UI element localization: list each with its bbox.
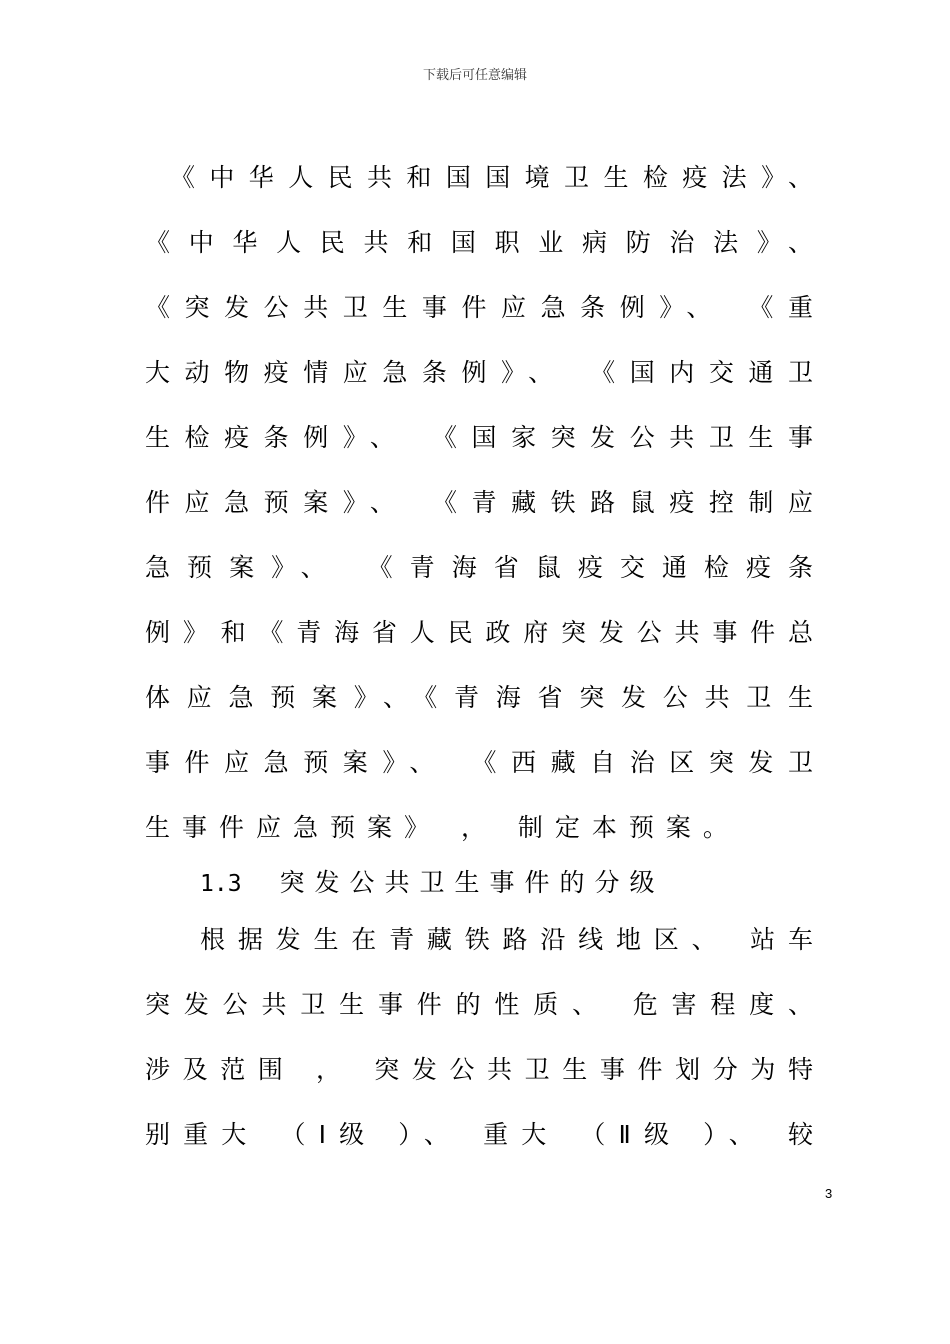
- text-line: 急预案》、 《青海省鼠疫交通检疫条: [145, 553, 815, 582]
- text-line: 涉及范围 ， 突发公共卫生事件划分为特: [145, 1055, 815, 1084]
- text-line: 例》和《青海省人民政府突发公共事件总: [145, 618, 815, 647]
- text-line: 突发公共卫生事件的性质、 危害程度、: [145, 990, 815, 1019]
- section-heading: [200, 868, 665, 899]
- text-line: 《突发公共卫生事件应急条例》、 《重: [145, 293, 815, 322]
- section-title: 突发公共卫生事件的分级: [279, 868, 665, 897]
- page-header-note: 下载后可任意编辑: [422, 68, 527, 83]
- text-line: 体应急预案》、《青海省突发公共卫生: [145, 683, 815, 712]
- text-line: 事件应急预案》、 《西藏自治区突发卫: [145, 748, 815, 777]
- text-line: 《中华人民共和国职业病防治法》、: [145, 228, 815, 257]
- section-number: 1.3: [200, 871, 242, 897]
- page-number: 3: [825, 1186, 833, 1201]
- text-line: 根据发生在青藏铁路沿线地区、 站车: [200, 925, 815, 954]
- text-line: 生检疫条例》、 《国家突发公共卫生事: [145, 423, 815, 452]
- text-line: 件应急预案》、 《青藏铁路鼠疫控制应: [145, 488, 815, 517]
- text-line: 生事件应急预案》 ， 制定本预案。: [145, 813, 740, 842]
- text-line: 别重大 （Ⅰ级 ）、 重大 （Ⅱ级 ）、 较: [145, 1120, 815, 1149]
- text-line: 大动物疫情应急条例》、 《国内交通卫: [145, 358, 815, 387]
- text-line: 《中华人民共和国国境卫生检疫法》、: [170, 163, 815, 192]
